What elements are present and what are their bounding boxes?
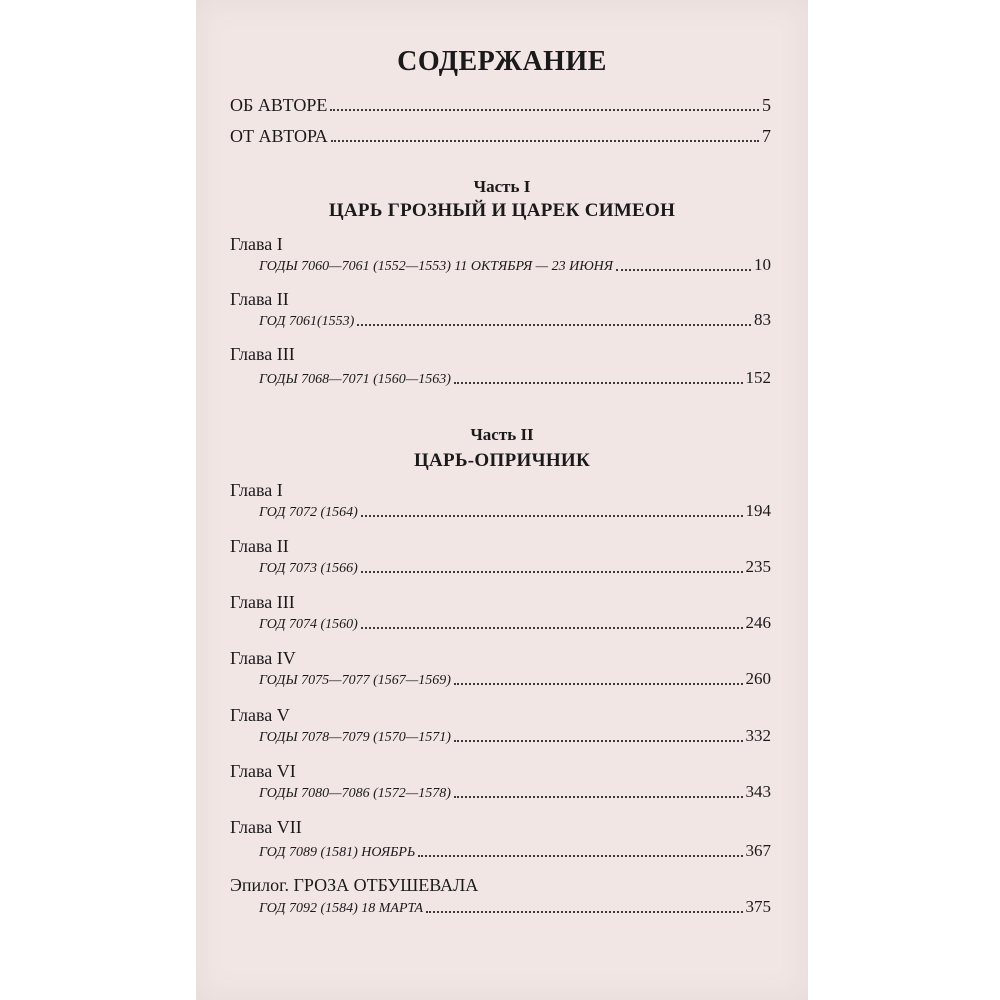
chapter-title: Глава II [230, 289, 289, 309]
chapter-entry [259, 895, 771, 919]
toc-entry-page: 5 [762, 95, 771, 115]
epilogue-title: Эпилог. ГРОЗА ОТБУШЕВАЛА [230, 875, 479, 895]
dot-leader [331, 134, 759, 142]
dot-leader [454, 734, 743, 742]
dot-leader [418, 849, 742, 857]
chapter-entry [259, 308, 771, 332]
chapter-page: 246 [745, 613, 771, 632]
chapter-subtitle: ГОДЫ 7075—7077 (1567—1569) [259, 673, 451, 688]
chapter-subtitle: ГОД 7072 (1564) [259, 505, 358, 520]
chapter-page: 83 [754, 310, 771, 329]
chapter-entry [259, 499, 771, 523]
chapter-entry [259, 667, 771, 691]
chapter-title: Глава II [230, 536, 289, 556]
dot-leader [454, 376, 743, 384]
chapter-title: Глава VI [230, 761, 296, 781]
chapter-entry [259, 366, 771, 390]
chapter-entry [259, 555, 771, 579]
chapter-entry [259, 839, 771, 863]
chapter-page: 235 [745, 557, 771, 576]
chapter-entry [259, 780, 771, 804]
dot-leader [357, 318, 751, 326]
chapter-page: 152 [745, 368, 771, 387]
chapter-title: Глава III [230, 344, 295, 364]
dot-leader [426, 905, 743, 913]
chapter-title: Глава VII [230, 817, 302, 837]
dot-leader [616, 263, 751, 271]
part-title: ЦАРЬ-ОПРИЧНИК [413, 450, 591, 471]
chapter-entry [259, 253, 771, 277]
chapter-title: Глава I [230, 480, 283, 500]
toc-entry-about-author [230, 93, 771, 117]
chapter-entry [259, 611, 771, 635]
chapter-subtitle: ГОД 7092 (1584) 18 МАРТА [259, 901, 423, 916]
chapter-title: Глава IV [230, 648, 296, 668]
chapter-page: 375 [745, 897, 771, 916]
toc-entry-label: ОБ АВТОРЕ [230, 95, 328, 115]
dot-leader [361, 509, 743, 517]
chapter-subtitle: ГОД 7073 (1566) [259, 561, 358, 576]
chapter-page: 332 [745, 726, 771, 745]
dot-leader [454, 677, 743, 685]
toc-entry-page: 7 [762, 126, 771, 146]
toc-entry-from-author [230, 124, 771, 148]
dot-leader [361, 621, 743, 629]
chapter-title: Глава I [230, 234, 283, 254]
part-title: ЦАРЬ ГРОЗНЫЙ И ЦАРЕК СИМЕОН [328, 200, 676, 221]
chapter-subtitle: ГОД 7074 (1560) [259, 617, 358, 632]
part-number: Часть I [473, 177, 531, 196]
toc-entry-label: ОТ АВТОРА [230, 126, 328, 146]
chapter-entry [259, 724, 771, 748]
chapter-page: 194 [745, 501, 771, 520]
chapter-page: 260 [745, 669, 771, 688]
chapter-subtitle: ГОДЫ 7068—7071 (1560—1563) [259, 372, 451, 387]
dot-leader [454, 790, 743, 798]
chapter-subtitle: ГОД 7061(1553) [259, 314, 355, 329]
book-page [196, 0, 808, 1000]
chapter-title: Глава V [230, 705, 290, 725]
chapter-page: 343 [745, 782, 771, 801]
chapter-page: 10 [754, 255, 771, 274]
dot-leader [361, 565, 743, 573]
dot-leader [330, 103, 759, 111]
chapter-title: Глава III [230, 592, 295, 612]
chapter-subtitle: ГОД 7089 (1581) НОЯБРЬ [259, 845, 416, 860]
part-number: Часть II [470, 425, 534, 444]
contents-heading: СОДЕРЖАНИЕ [397, 46, 607, 77]
chapter-subtitle: ГОДЫ 7080—7086 (1572—1578) [259, 786, 451, 801]
chapter-page: 367 [745, 841, 771, 860]
chapter-subtitle: ГОДЫ 7060—7061 (1552—1553) 11 ОКТЯБРЯ — 23 ИЮНЯ [259, 259, 613, 274]
chapter-subtitle: ГОДЫ 7078—7079 (1570—1571) [259, 730, 451, 745]
